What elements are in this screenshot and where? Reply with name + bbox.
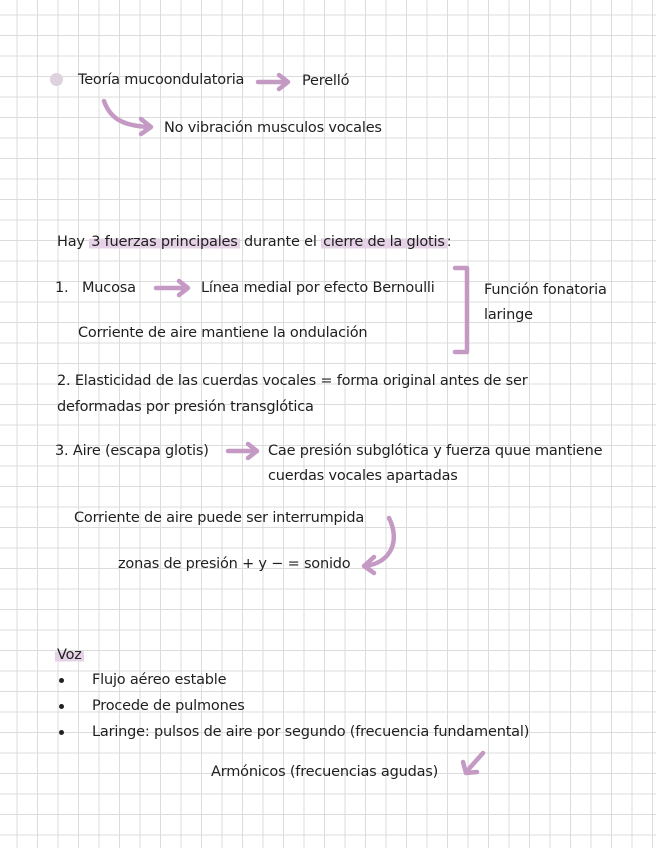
voice-heading — [55, 646, 84, 664]
zones-text: zonas de presión + y − = sonido — [118, 556, 351, 572]
theory-note: No vibración musculos vocales — [164, 120, 382, 136]
arrow-right-icon — [156, 281, 188, 295]
voice-heading-label: Voz — [57, 647, 82, 663]
arrow-right-icon — [228, 444, 257, 458]
bracket-line2: laringe — [484, 307, 533, 323]
item1-line2: Corriente de aire mantiene la ondulación — [78, 325, 368, 341]
arrow-down-left-icon — [463, 753, 483, 773]
intro-prefix: Hay — [57, 234, 90, 250]
intro-suffix: : — [446, 234, 452, 250]
voice-item: Laringe: pulsos de aire por segundo (frecuencia fundamental) — [92, 724, 530, 740]
theory-author: Perelló — [302, 73, 350, 89]
bullet — [59, 678, 64, 683]
item2-line1: 2. Elasticidad de las cuerdas vocales = forma original antes de ser — [57, 373, 528, 389]
voice-item: Procede de pulmones — [92, 698, 245, 714]
intro-highlight: 3 fuerzas principales — [91, 234, 238, 250]
voice-item: Flujo aéreo estable — [92, 672, 227, 688]
bullet — [59, 704, 64, 709]
item3-result-line2: cuerdas vocales apartadas — [268, 468, 458, 484]
item3-result-line1: Cae presión subglótica y fuerza quue mantiene — [268, 443, 603, 459]
bracket-icon — [455, 268, 467, 352]
forces-intro — [57, 233, 451, 251]
airflow-text: Corriente de aire puede ser interrumpida — [74, 510, 365, 526]
bracket-line1: Función fonatoria — [484, 282, 607, 298]
harmonics-text: Armónicos (frecuencias agudas) — [211, 764, 439, 780]
curved-arrow-icon — [104, 101, 151, 134]
item1-number: 1. — [55, 280, 69, 296]
item1-result: Línea medial por efecto Bernoulli — [201, 280, 435, 296]
bullet — [59, 730, 64, 735]
item3-label: 3. Aire (escapa glotis) — [55, 443, 209, 459]
item2-line2: deformadas por presión transglótica — [57, 399, 314, 415]
theory-title: Teoría mucoondulatoria — [78, 72, 245, 88]
intro-highlight-glotis: cierre de la glotis — [323, 234, 445, 250]
curved-arrow-icon — [364, 518, 394, 573]
item1-label: Mucosa — [82, 280, 136, 296]
intro-middle: durante el — [239, 234, 322, 250]
arrow-right-icon — [258, 75, 288, 89]
bullet-dot — [50, 73, 63, 86]
